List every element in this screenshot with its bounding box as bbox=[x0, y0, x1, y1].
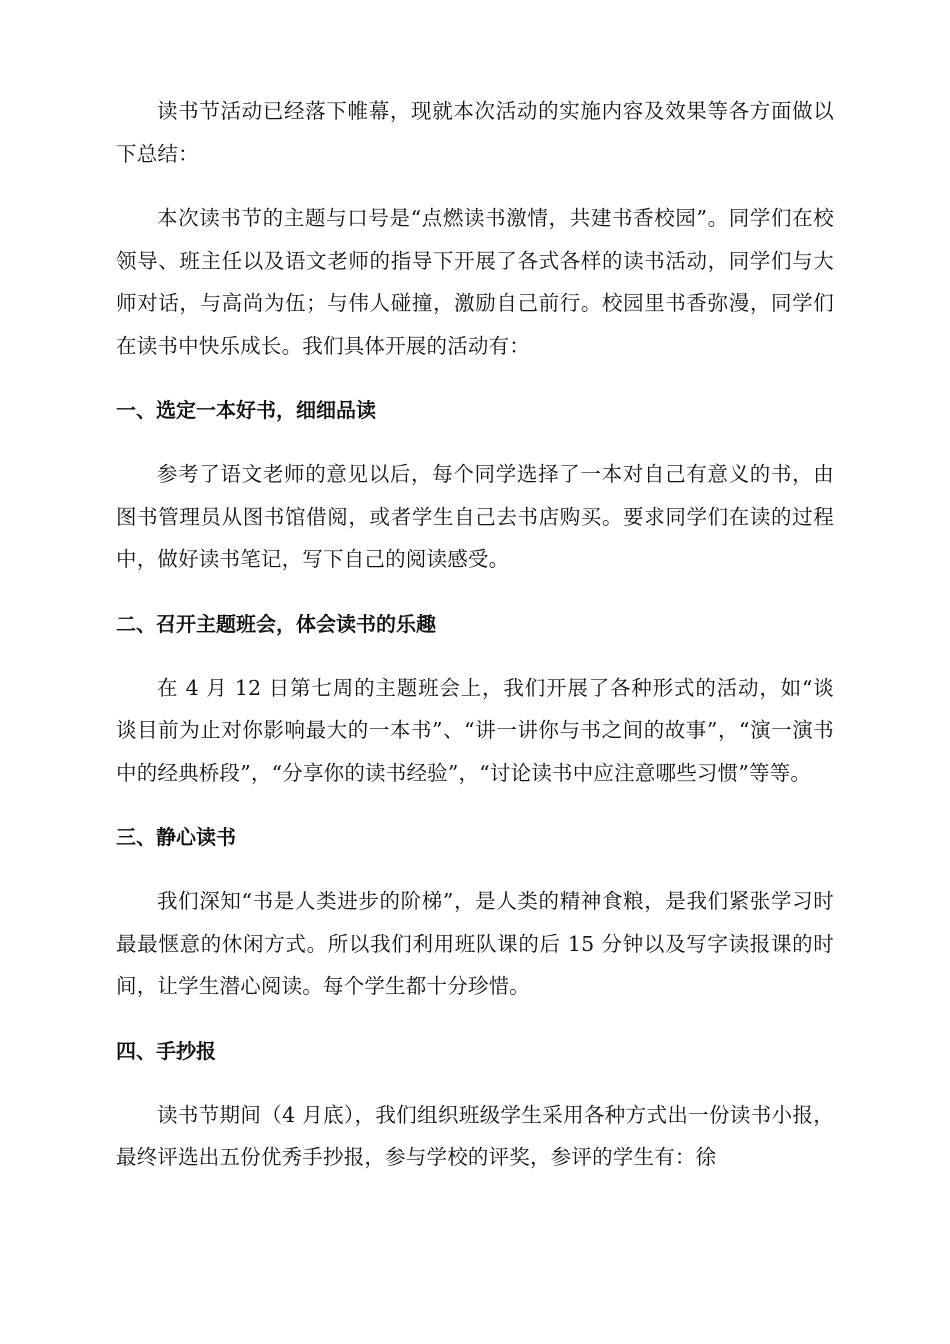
section-heading-1: 一、选定一本好书，细细品读 bbox=[116, 398, 376, 422]
section-heading-2: 二、召开主题班会，体会读书的乐趣 bbox=[116, 611, 436, 636]
section-body-1: 参考了语文老师的意见以后，每个同学选择了一本对自己有意义的书，由图书管理员从图书馆借阅，或者学生自己去书店购买。要求同学们在读的过程中，做好读书笔记，写下自己的阅读感受。 bbox=[116, 462, 834, 571]
section-heading-3: 三、静心读书 bbox=[116, 825, 236, 849]
section-heading-4: 四、手抄报 bbox=[116, 1038, 216, 1063]
section-body-3: 我们深知“书是人类进步的阶梯”，是人类的精神食粮，是我们紧张学习时最最惬意的休闲方式。所以我们利用班队课的后 15 分钟以及写字读报课的时间，让学生潜心阅读。每个学生都十分珍惜。 bbox=[116, 889, 834, 998]
section-body-2: 在 4 月 12 日第七周的主题班会上，我们开展了各种形式的活动，如“谈谈目前为止对你影响最大的一本书”、“讲一讲你与书之间的故事”，“演一演书中的经典桥段”，“分享你的读书经验”，“讨论读书中应注意哪些习惯”等等。 bbox=[116, 675, 834, 785]
intro-paragraph-2: 本次读书节的主题与口号是“点燃读书激情，共建书香校园”。同学们在校领导、班主任以及语文老师的指导下开展了各式各样的读书活动，同学们与大师对话，与高尚为伍；与伟人碰撞，激励自己前行。校园里书香弥漫，同学们在读书中快乐成长。我们具体开展的活动有： bbox=[116, 206, 834, 358]
intro-paragraph-1: 读书节活动已经落下帷幕，现就本次活动的实施内容及效果等各方面做以下总结： bbox=[116, 99, 834, 166]
section-body-4: 读书节期间（4 月底），我们组织班级学生采用各种方式出一份读书小报，最终评选出五份优秀手抄报，参与学校的评奖，参评的学生有：徐 bbox=[116, 1102, 834, 1169]
document-page bbox=[116, 90, 834, 1201]
